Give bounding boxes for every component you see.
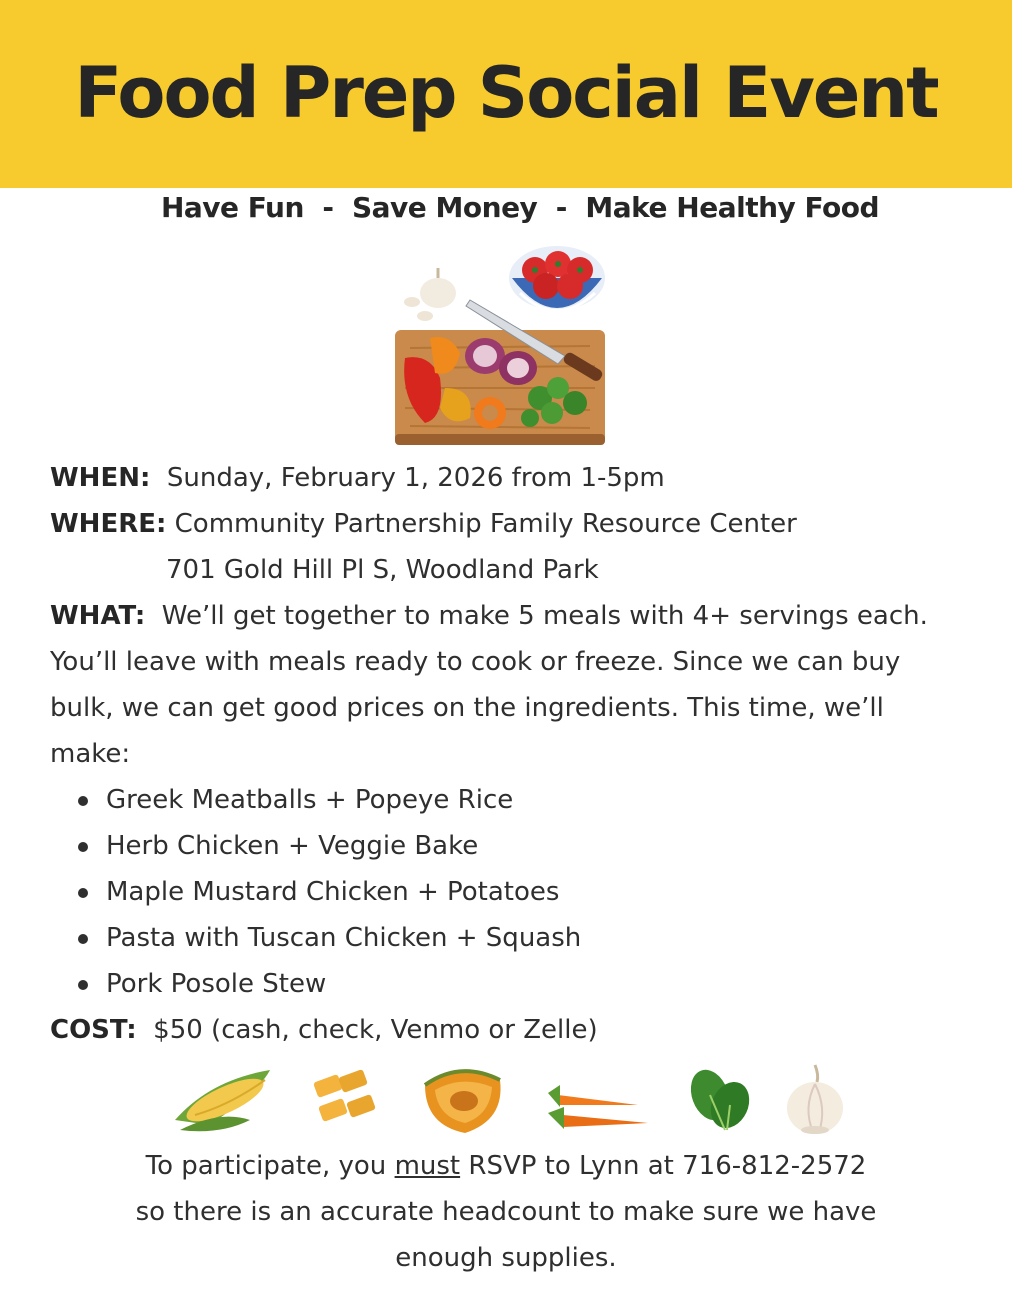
list-item: Herb Chicken + Veggie Bake [50,823,970,869]
vegetable-strip [170,1060,860,1140]
when-value: Sunday, February 1, 2026 from 1-5pm [166,463,665,493]
page-title: Food Prep Social Event [74,52,938,134]
what-value: We’ll get together to make 5 meals with 4+ servings each. You’ll leave with meals ready to cook or freeze. Since we can buy bulk, we can get good prices on the ingredients. This time, we’ll make: [50,601,928,769]
when-label: WHEN: [50,463,151,493]
when-row [50,455,970,501]
cost-row [50,1007,970,1053]
where-label: WHERE: [50,509,167,539]
meal-list [50,777,970,1007]
rsvp-footer [0,1143,1012,1281]
where-line1: Community Partnership Family Resource Center [174,509,797,539]
cost-value: $50 (cash, check, Venmo or Zelle) [153,1015,598,1045]
list-item: Pork Posole Stew [50,961,970,1007]
list-item: Greek Meatballs + Popeye Rice [50,777,970,823]
what-paragraph [50,593,970,777]
bullet-icon [78,980,88,990]
bullet-icon [78,934,88,944]
corn-icon [175,1070,270,1131]
rsvp-line3: enough supplies. [395,1243,617,1273]
pasta-icon [313,1069,376,1122]
spinach-icon [684,1064,756,1134]
squash-icon [425,1071,501,1133]
where-row [50,501,970,547]
cost-label: COST: [50,1015,137,1045]
rsvp-line1: To participate, you must RSVP to Lynn at 716-812-2572 [145,1151,867,1181]
garlic-icon [787,1065,843,1134]
rsvp-line2: so there is an accurate headcount to make sure we have [135,1197,877,1227]
carrots-icon [548,1085,648,1129]
must-emphasis: must [394,1151,461,1181]
where-line2: 701 Gold Hill Pl S, Woodland Park [166,555,599,585]
what-label: WHAT: [50,601,146,631]
list-item: Maple Mustard Chicken + Potatoes [50,869,970,915]
bullet-icon [78,842,88,852]
cutting-board-vegetables-icon [390,238,620,450]
bullet-icon [78,796,88,806]
tagline: Have Fun - Save Money - Make Healthy Food [160,191,880,224]
event-details [50,455,970,1053]
list-item: Pasta with Tuscan Chicken + Squash [50,915,970,961]
bullet-icon [78,888,88,898]
